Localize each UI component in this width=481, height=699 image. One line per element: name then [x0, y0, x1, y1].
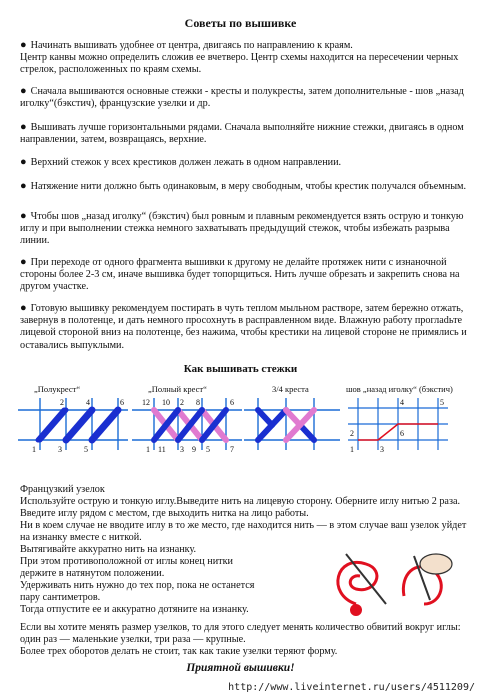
knot-text: Используйте острую и тонкую иглу.Выведите нить на лицевую сторону. Оберните иглу нитью 2 раза. Введите иглу рядом с местом, где выходить нитка на лицо работы.	[20, 496, 461, 520]
knot-dot	[350, 604, 362, 616]
knot-text: держите в натянутом положении.	[20, 568, 165, 579]
num: 2	[350, 429, 354, 438]
num: 2	[180, 398, 184, 407]
num: 5	[84, 445, 88, 454]
tip-8	[20, 302, 468, 352]
tip-text: Начинать вышивать удобнее от центра, двигаясь по направлению к краям. Центр канвы можно определить сложив ее вчетверо. Центр схемы находится на пересечении черных стрелок, расположенных по краям схемы.	[20, 40, 459, 76]
blue-stitches	[154, 410, 226, 440]
bullet-icon: ●	[20, 85, 27, 97]
num: 1	[350, 445, 354, 454]
finger-icon	[420, 554, 452, 574]
how-to-title: Как вышивать стежки	[183, 363, 298, 375]
tip-4	[20, 156, 468, 169]
french-knot-title: Французкий узелок	[20, 484, 105, 495]
num: 6	[400, 429, 404, 438]
num: 7	[230, 445, 234, 454]
full-cross-label: „Полный крест“	[148, 384, 207, 394]
page-title: Советы по вышивке	[184, 16, 297, 30]
full-cross-diagram	[132, 394, 242, 456]
tip-7	[20, 256, 468, 294]
num: 10	[162, 398, 170, 407]
bullet-icon: ●	[20, 210, 27, 222]
num: 6	[230, 398, 234, 407]
tip-2	[20, 85, 468, 110]
tip-text: Верхний стежок у всех крестиков должен лежать в одном направлении.	[30, 157, 342, 168]
source-url: http://www.liveinternet.ru/users/4511209/	[228, 682, 475, 693]
num: 11	[158, 445, 166, 454]
num: 1	[32, 445, 36, 454]
tip-text: Натяжение нити должно быть одинаковым, в меру свободным, чтобы крестик получался объемным.	[30, 181, 467, 192]
num: 3	[180, 445, 184, 454]
knot-text: пару сантиметров.	[20, 592, 101, 603]
tip-text: Вышивать лучше горизонтальными рядами. Сначала выполняйте нижние стежки, двигаясь в одном направлении, затем, возвращаясь, верхние.	[20, 122, 464, 146]
half-cross-diagram	[18, 394, 128, 456]
half-cross-label: „Полукрест“	[34, 384, 81, 394]
bullet-icon: ●	[20, 180, 27, 192]
bullet-icon: ●	[20, 121, 27, 133]
num: 3	[380, 445, 384, 454]
stitch-1	[38, 410, 66, 440]
tip-text: Чтобы шов „назад иголку“ (бэкстич) был ровным и плавным рекомендуется взять острую и тонкую иглу и при выполнении стежка немного захватывать предыдущий стежок, чтобы избежать разрыва линии.	[20, 211, 464, 247]
tip-1	[20, 39, 468, 77]
tip-text: При переходе от одного фрагмента вышивки к другому не делайте протяжек нити с изнаночной стороны более 2-3 см, иначе вышивка будет топорщиться. Нить лучше обрезать и закрепить снова на другом участке.	[20, 257, 460, 293]
num: 2	[60, 398, 64, 407]
knot-text: Если вы хотите менять размер узелков, то для этого следуeт менять количество обвитий вокруг иглы: один раз — маленькие узелки, три раза — крупные.	[20, 622, 461, 646]
backstitch-diagram	[348, 394, 452, 456]
bullet-icon: ●	[20, 156, 27, 168]
bullet-icon: ●	[20, 39, 27, 51]
num: 8	[196, 398, 200, 407]
num: 5	[206, 445, 210, 454]
tip-3	[20, 121, 468, 146]
num: 6	[120, 398, 124, 407]
closing-text: Приятной вышивки!	[186, 662, 295, 674]
bullet-icon: ●	[20, 302, 27, 314]
grid	[18, 398, 128, 450]
num: 4	[400, 398, 404, 407]
num: 9	[192, 445, 196, 454]
knot-text: Более трех оборотов делать не стоит, так как такие узелки теряют форму.	[20, 646, 338, 657]
tip-6	[20, 210, 468, 248]
knot-text: Вытягивайте аккуратно нить на изнанку.	[20, 544, 197, 555]
tip-text: Сначала вышиваются основные стежки - кресты и полукресты, затем дополнительные - шов „назад иголку“(бэкстич), французские узелки и др.	[20, 86, 464, 110]
french-knot-illustration	[316, 534, 466, 620]
knot-text: Тогда отпустите ее и аккуратно дотяните на изнанку.	[20, 604, 249, 615]
backstitch-label: шов „назад иголку“ (бэкстич)	[346, 384, 453, 394]
stitch-2	[66, 410, 92, 440]
num: 1	[146, 445, 150, 454]
knot-text: Ни в коем случае не вводите иглу в то же место, где находится нить — в этом случае ваш узелок уйдет на изнанку вместе с ниткой.	[20, 520, 467, 544]
stitch-3	[92, 410, 118, 440]
num: 3	[58, 445, 62, 454]
bullet-icon: ●	[20, 256, 27, 268]
three-quarter-label: 3/4 креста	[272, 384, 309, 394]
num: 5	[440, 398, 444, 407]
tip-text: Готовую вышивку рекомендуем постирать в чуть теплом мыльном растворе, затем бережно отжать, завернув в полотенце, и дать немного просохнуть в расправленном виде. Влажную работу проглadьте лицевой стороной вниз на полотенце, без нажима, чтобы крестики на лицевой стороне не примялись и оставались выпуклыми.	[20, 303, 467, 351]
tip-5	[20, 180, 468, 193]
three-quarter-cross-diagram	[244, 394, 340, 456]
num: 12	[142, 398, 150, 407]
num: 4	[86, 398, 90, 407]
knot-text: Удерживать нить нужно до тех пор, пока не останется	[20, 580, 255, 591]
knot-text: При этом противоположной от иглы конец нитки	[20, 556, 233, 567]
